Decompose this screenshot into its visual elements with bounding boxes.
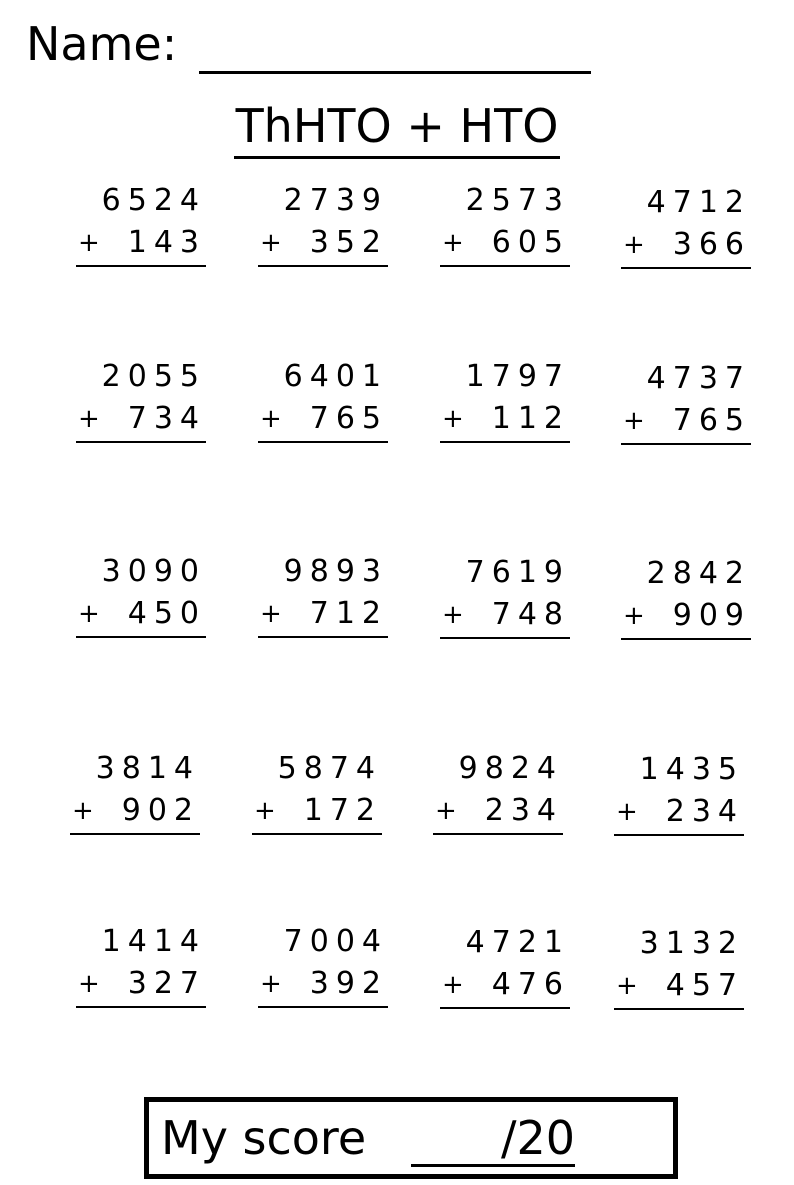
plus-sign: + — [442, 228, 464, 258]
problem-top-number: 4721 — [465, 925, 570, 960]
problem-top-number: 2573 — [465, 183, 570, 218]
problem — [440, 553, 570, 639]
problem-addend: 748 — [491, 597, 570, 632]
problem-addend: 112 — [491, 401, 570, 436]
plus-sign: + — [78, 228, 100, 258]
plus-sign: + — [260, 228, 282, 258]
problem-addend: 172 — [303, 793, 382, 828]
problem-addend: 712 — [309, 596, 388, 631]
problem-top-number: 4712 — [646, 185, 751, 220]
problem-addend: 476 — [491, 967, 570, 1002]
problem-top-number: 3132 — [639, 926, 744, 961]
problem-answer-line — [433, 789, 563, 835]
plus-sign: + — [442, 404, 464, 434]
problem — [258, 181, 388, 267]
problem — [252, 749, 382, 835]
page-title: ThHTO + HTO — [234, 96, 561, 159]
problem-addend: 327 — [127, 966, 206, 1001]
problem — [258, 922, 388, 1008]
problem — [440, 181, 570, 267]
problem-answer-line — [621, 594, 751, 640]
problem-answer-line — [258, 962, 388, 1008]
problem-answer-line — [252, 789, 382, 835]
plus-sign: + — [442, 600, 464, 630]
plus-sign: + — [623, 406, 645, 436]
problem — [621, 183, 751, 269]
problem-top-number: 3814 — [95, 751, 200, 786]
problem — [621, 554, 751, 640]
problem — [76, 922, 206, 1008]
problem-top-number: 4737 — [646, 361, 751, 396]
plus-sign: + — [616, 797, 638, 827]
problem-answer-line — [440, 221, 570, 267]
problem — [614, 750, 744, 836]
problem-top-number: 9824 — [458, 751, 563, 786]
problem — [258, 552, 388, 638]
problem — [70, 749, 200, 835]
problem-top-number: 7619 — [465, 555, 570, 590]
plus-sign: + — [78, 404, 100, 434]
problem-addend: 765 — [672, 403, 751, 438]
name-label: Name: — [26, 17, 178, 71]
problem-answer-line — [621, 399, 751, 445]
problem-top-number: 3090 — [101, 554, 206, 589]
plus-sign: + — [78, 969, 100, 999]
plus-sign: + — [623, 601, 645, 631]
problem-answer-line — [76, 397, 206, 443]
plus-sign: + — [260, 404, 282, 434]
problem — [76, 357, 206, 443]
problem — [614, 924, 744, 1010]
problem-addend: 234 — [665, 794, 744, 829]
problem-answer-line — [614, 790, 744, 836]
problem-top-number: 1414 — [101, 924, 206, 959]
plus-sign: + — [260, 969, 282, 999]
problem — [258, 357, 388, 443]
problem-addend: 902 — [121, 793, 200, 828]
problem-addend: 352 — [309, 225, 388, 260]
problem-addend: 366 — [672, 227, 751, 262]
problem-answer-line — [614, 964, 744, 1010]
problem-top-number: 7004 — [283, 924, 388, 959]
problem — [621, 359, 751, 445]
problem-answer-line — [258, 221, 388, 267]
problem — [76, 552, 206, 638]
problem-answer-line — [440, 963, 570, 1009]
problem-addend: 234 — [484, 793, 563, 828]
plus-sign: + — [616, 971, 638, 1001]
problem-addend: 605 — [491, 225, 570, 260]
plus-sign: + — [435, 796, 457, 826]
problem-answer-line — [70, 789, 200, 835]
problem-answer-line — [621, 223, 751, 269]
problem-addend: 450 — [127, 596, 206, 631]
problem-top-number: 2739 — [283, 183, 388, 218]
score-label: My score — [161, 1111, 367, 1165]
problem-top-number: 6524 — [101, 183, 206, 218]
problem-addend: 457 — [665, 968, 744, 1003]
problem-addend: 392 — [309, 966, 388, 1001]
plus-sign: + — [78, 599, 100, 629]
score-total: /20 — [500, 1111, 575, 1165]
problem-addend: 909 — [672, 598, 751, 633]
problem-answer-line — [76, 221, 206, 267]
plus-sign: + — [254, 796, 276, 826]
problem-answer-line — [76, 592, 206, 638]
plus-sign: + — [72, 796, 94, 826]
problem-answer-line — [258, 397, 388, 443]
problem — [440, 923, 570, 1009]
plus-sign: + — [442, 970, 464, 1000]
plus-sign: + — [260, 599, 282, 629]
problem-top-number: 9893 — [283, 554, 388, 589]
problem-top-number: 2055 — [101, 359, 206, 394]
plus-sign: + — [623, 230, 645, 260]
problem-answer-line — [440, 593, 570, 639]
score-field[interactable] — [411, 1106, 575, 1167]
problem — [433, 749, 563, 835]
problem-answer-line — [440, 397, 570, 443]
problem — [76, 181, 206, 267]
score-box — [144, 1097, 678, 1179]
problem-top-number: 5874 — [277, 751, 382, 786]
problem — [440, 357, 570, 443]
problem-top-number: 1435 — [639, 752, 744, 787]
problem-top-number: 2842 — [646, 556, 751, 591]
problem-top-number: 6401 — [283, 359, 388, 394]
problem-addend: 765 — [309, 401, 388, 436]
problem-answer-line — [258, 592, 388, 638]
problem-addend: 143 — [127, 225, 206, 260]
problem-answer-line — [76, 962, 206, 1008]
problem-addend: 734 — [127, 401, 206, 436]
problem-top-number: 1797 — [465, 359, 570, 394]
